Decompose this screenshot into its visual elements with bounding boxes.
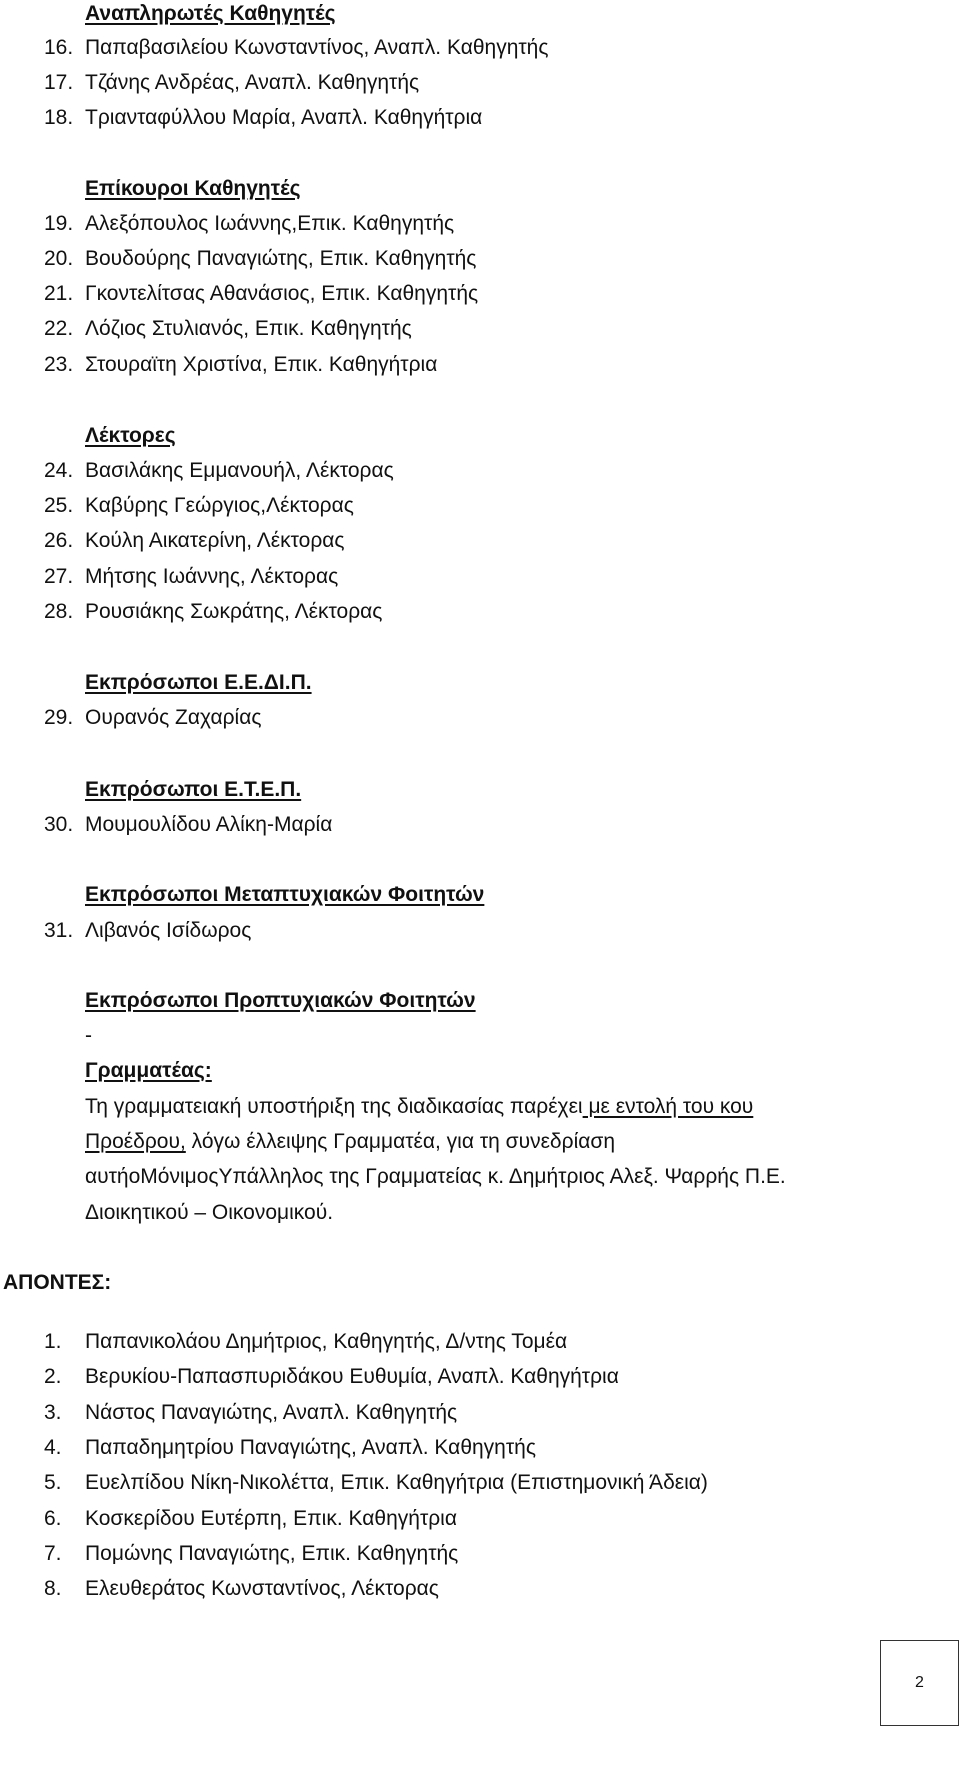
section-heading: Εκπρόσωποι Προπτυχιακών Φοιτητών bbox=[85, 989, 476, 1012]
list-number: 1. bbox=[44, 1330, 62, 1353]
list-item: Μήτσης Ιωάννης, Λέκτορας bbox=[85, 565, 339, 588]
list-item: Ρουσιάκης Σωκράτης, Λέκτορας bbox=[85, 600, 383, 623]
list-item: Στουραϊτη Χριστίνα, Επικ. Καθηγήτρια bbox=[85, 353, 438, 376]
list-item: Βουδούρης Παναγιώτης, Επικ. Καθηγητής bbox=[85, 247, 477, 270]
list-number: 20. bbox=[44, 247, 74, 270]
list-number: 6. bbox=[44, 1507, 62, 1530]
list-number: 2. bbox=[44, 1365, 62, 1388]
page-number: 2 bbox=[915, 1674, 924, 1691]
list-number: 21. bbox=[44, 282, 74, 305]
list-number: 5. bbox=[44, 1471, 62, 1494]
list-number: 23. bbox=[44, 353, 74, 376]
list-number: 3. bbox=[44, 1401, 62, 1424]
list-item: Κούλη Αικατερίνη, Λέκτορας bbox=[85, 529, 345, 552]
secretary-text: Τη γραμματειακή υποστήριξη της διαδικασίας παρέχει bbox=[85, 1095, 583, 1118]
section-heading: Εκπρόσωποι Ε.Τ.Ε.Π. bbox=[85, 778, 302, 801]
list-item: Ουρανός Ζαχαρίας bbox=[85, 706, 262, 729]
list-item: Λιβανός Ισίδωρος bbox=[85, 919, 252, 942]
list-number: 29. bbox=[44, 706, 74, 729]
section-heading: Εκπρόσωποι Μεταπτυχιακών Φοιτητών bbox=[85, 883, 485, 906]
absent-heading: ΑΠΟΝΤΕΣ: bbox=[3, 1271, 112, 1294]
list-number: 4. bbox=[44, 1436, 62, 1459]
list-number: 28. bbox=[44, 600, 74, 623]
list-number: 19. bbox=[44, 212, 74, 235]
page-number-box bbox=[880, 1640, 959, 1726]
secretary-text-line-3: αυτήοΜόνιμοςΥπάλληλος της Γραμματείας κ. Δημήτριος Αλεξ. Ψαρρής Π.Ε. bbox=[85, 1165, 786, 1188]
list-item: Βερυκίου-Παπασπυριδάκου Ευθυμία, Αναπλ. Καθηγήτρια bbox=[85, 1365, 619, 1388]
list-item: Γκοντελίτσας Αθανάσιος, Επικ. Καθηγητής bbox=[85, 282, 479, 305]
list-item: Παπαδημητρίου Παναγιώτης, Αναπλ. Καθηγητής bbox=[85, 1436, 536, 1459]
list-item: Αλεξόπουλος Ιωάννης,Επικ. Καθηγητής bbox=[85, 212, 455, 235]
list-number: 7. bbox=[44, 1542, 62, 1565]
secretary-text: λόγω έλλειψης Γραμματέα, για τη συνεδρίαση bbox=[185, 1130, 616, 1153]
secretary-heading: Γραμματέας: bbox=[85, 1059, 212, 1082]
list-item: Καβύρης Γεώργιος,Λέκτορας bbox=[85, 494, 354, 517]
list-item: Μουμουλίδου Αλίκη-Μαρία bbox=[85, 813, 333, 836]
list-number: 24. bbox=[44, 459, 74, 482]
secretary-text-underlined: Προέδρου, bbox=[85, 1130, 186, 1153]
list-item: Τζάνης Ανδρέας, Αναπλ. Καθηγητής bbox=[85, 71, 420, 94]
list-item: Ευελπίδου Νίκη-Νικολέττα, Επικ. Καθηγήτρια (Επιστημονική Άδεια) bbox=[85, 1471, 708, 1494]
list-item: Παπανικολάου Δημήτριος, Καθηγητής, Δ/ντης Τομέα bbox=[85, 1330, 568, 1353]
list-item: Τριανταφύλλου Μαρία, Αναπλ. Καθηγήτρια bbox=[85, 106, 483, 129]
secretary-text-underlined: με εντολή του κου bbox=[582, 1095, 754, 1118]
section-heading: Αναπληρωτές Καθηγητές bbox=[85, 2, 336, 25]
secretary-text-line-4: Διοικητικού – Οικονομικού. bbox=[85, 1201, 334, 1224]
list-number: 17. bbox=[44, 71, 74, 94]
list-number: 30. bbox=[44, 813, 74, 836]
list-item: Νάστος Παναγιώτης, Αναπλ. Καθηγητής bbox=[85, 1401, 458, 1424]
list-item: Ελευθεράτος Κωνσταντίνος, Λέκτορας bbox=[85, 1577, 439, 1600]
empty-dash: - bbox=[85, 1024, 92, 1047]
list-number: 26. bbox=[44, 529, 74, 552]
list-number: 27. bbox=[44, 565, 74, 588]
list-number: 16. bbox=[44, 36, 74, 59]
list-item: Κοσκερίδου Ευτέρπη, Επικ. Καθηγήτρια bbox=[85, 1507, 457, 1530]
list-number: 8. bbox=[44, 1577, 62, 1600]
list-number: 31. bbox=[44, 919, 74, 942]
list-item: Βασιλάκης Εμμανουήλ, Λέκτορας bbox=[85, 459, 394, 482]
list-number: 25. bbox=[44, 494, 74, 517]
list-item: Πομώνης Παναγιώτης, Επικ. Καθηγητής bbox=[85, 1542, 459, 1565]
section-heading: Εκπρόσωποι Ε.Ε.ΔΙ.Π. bbox=[85, 671, 312, 694]
list-number: 22. bbox=[44, 317, 74, 340]
section-heading: Επίκουροι Καθηγητές bbox=[85, 177, 301, 200]
secretary-text-line-1 bbox=[85, 1093, 753, 1121]
list-number: 18. bbox=[44, 106, 74, 129]
secretary-text-line-2 bbox=[85, 1128, 615, 1156]
list-item: Παπαβασιλείου Κωνσταντίνος, Αναπλ. Καθηγητής bbox=[85, 36, 549, 59]
section-heading: Λέκτορες bbox=[85, 424, 176, 447]
list-item: Λόζιος Στυλιανός, Επικ. Καθηγητής bbox=[85, 317, 412, 340]
